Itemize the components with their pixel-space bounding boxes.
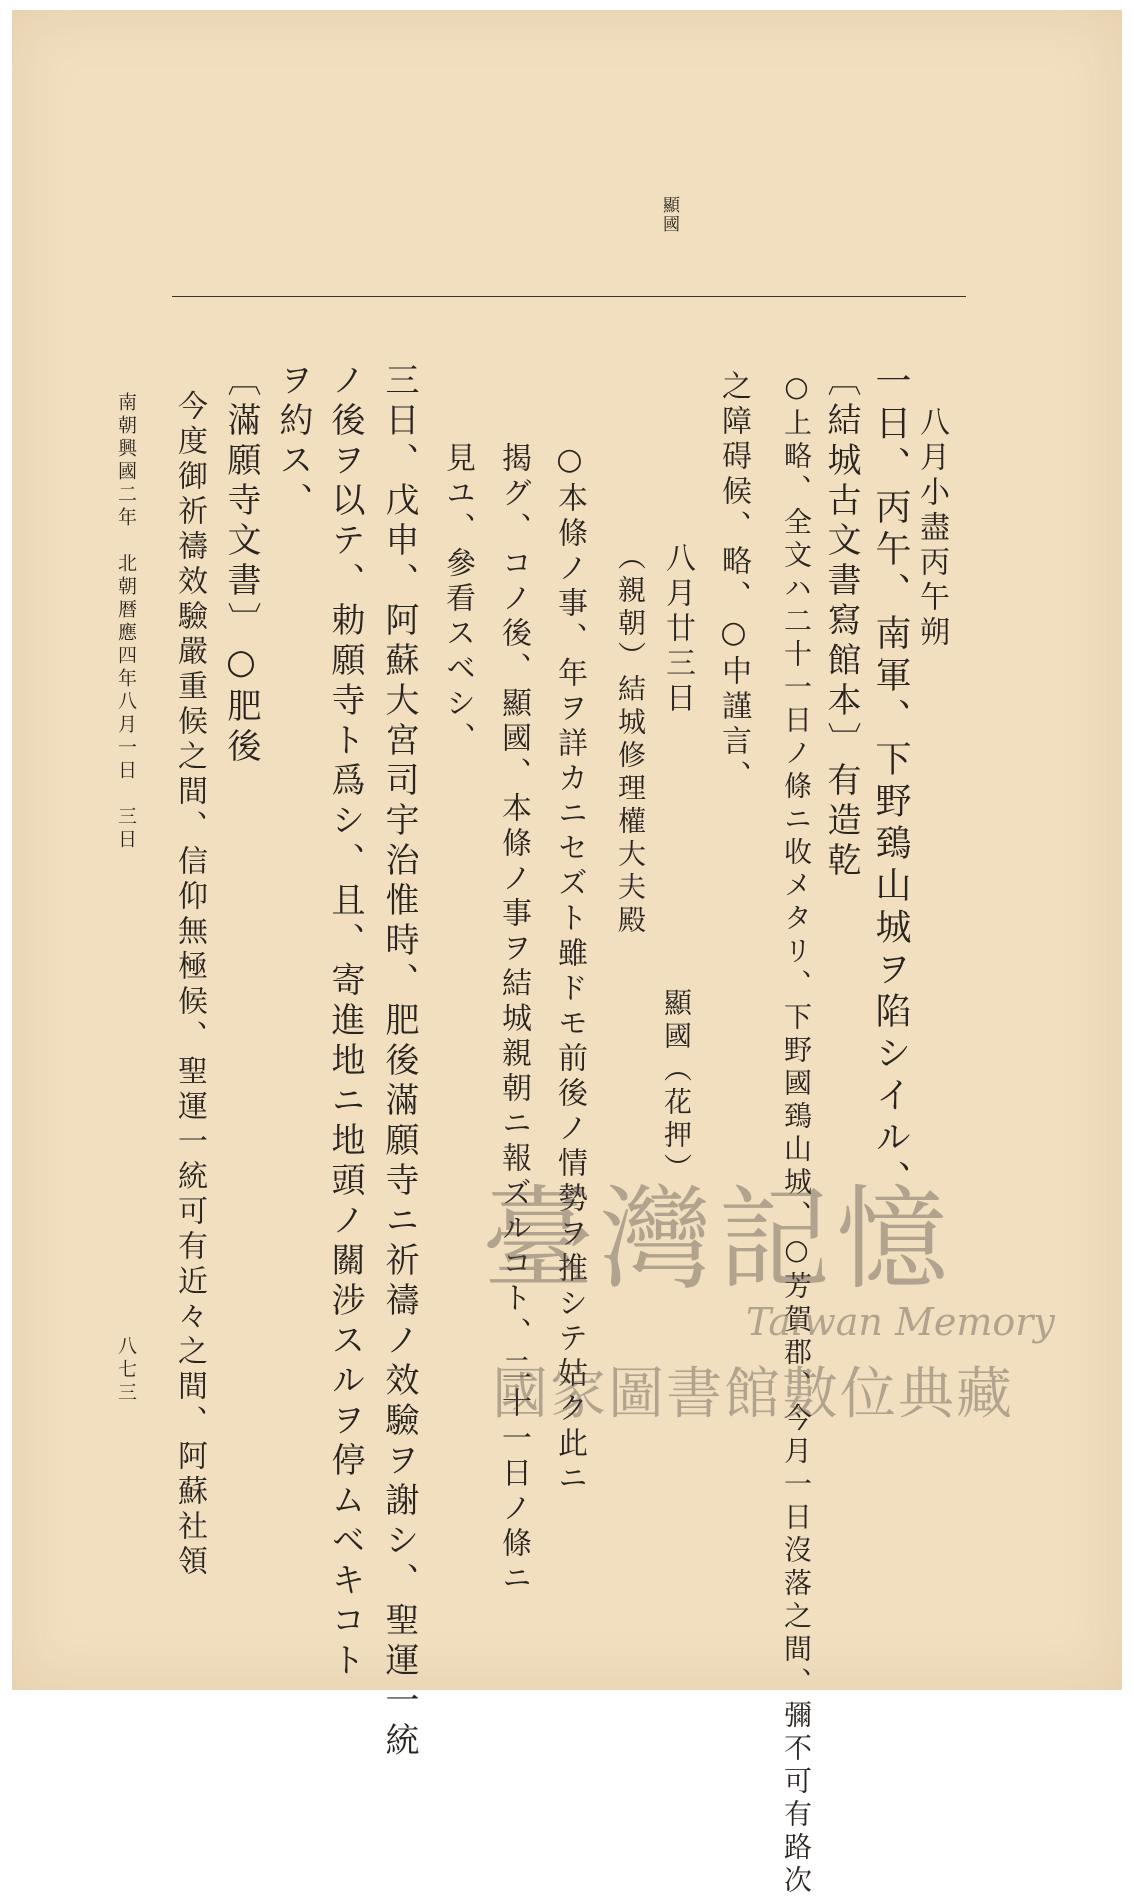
watermark-library: 國家圖書館數位典藏 xyxy=(492,1362,1014,1427)
text-column: 八月小盡丙午朔 xyxy=(914,406,949,651)
footer-era: 南朝興國二年 北朝暦應四年八月一日 三日 xyxy=(115,392,137,852)
text-column: 〔結城古文書寫館本〕有造乾 xyxy=(821,362,861,882)
text-column: 〔滿願寺文書〕○肥後 xyxy=(221,362,261,768)
text-column: 一日、丙午、南軍、下野鵄山城ヲ陷シイル、 xyxy=(870,362,911,1202)
text-column: 顯國（花押） xyxy=(660,988,693,1186)
text-column: ○本條ノ事、年ヲ詳カニセズト雖ドモ前後ノ情勢ヲ推シテ姑ク此ニ xyxy=(552,442,587,1497)
text-column: 八月廿三日 xyxy=(660,542,695,717)
watermark-english: Taiwan Memory xyxy=(746,1300,1055,1344)
page-number: 八七三 xyxy=(115,1336,137,1405)
header-rule xyxy=(172,296,966,297)
document-page xyxy=(12,10,1122,1898)
text-column: ノ後ヲ以テ、勅願寺ト爲シ、且、寄進地ニ地頭ノ關涉スルヲ停ムベキコト xyxy=(325,362,365,1682)
text-column: 揭グ、コノ後、顯國、本條ノ事ヲ結城親朝ニ報ズルコト、二十一日ノ條ニ xyxy=(496,442,531,1597)
text-column: ○上略、全文ハ二十一日ノ條ニ收メタリ、下野國鵄山城、○芳賀郡、今月一日沒落之間、彌不可有路次 xyxy=(780,370,813,1898)
watermark-title: 臺灣記憶 xyxy=(482,1175,954,1305)
text-column: 見ユ、參看スベシ、 xyxy=(440,442,475,757)
text-column: 之障碍候、略、○中謹言、 xyxy=(716,370,751,795)
text-column: 今度御祈禱效驗嚴重候之間、信仰無極候、聖運一統可有近々之間、阿蘇社領 xyxy=(172,390,207,1580)
page-header: 顯國 xyxy=(659,196,679,234)
text-column: （親朝）結城修理權大夫殿 xyxy=(614,542,647,938)
text-column: 三日、戊申、阿蘇大宮司宇治惟時、肥後滿願寺ニ祈禱ノ效驗ヲ謝シ、聖運一統 xyxy=(379,362,419,1762)
text-column: ヲ約ス、 xyxy=(273,362,313,522)
